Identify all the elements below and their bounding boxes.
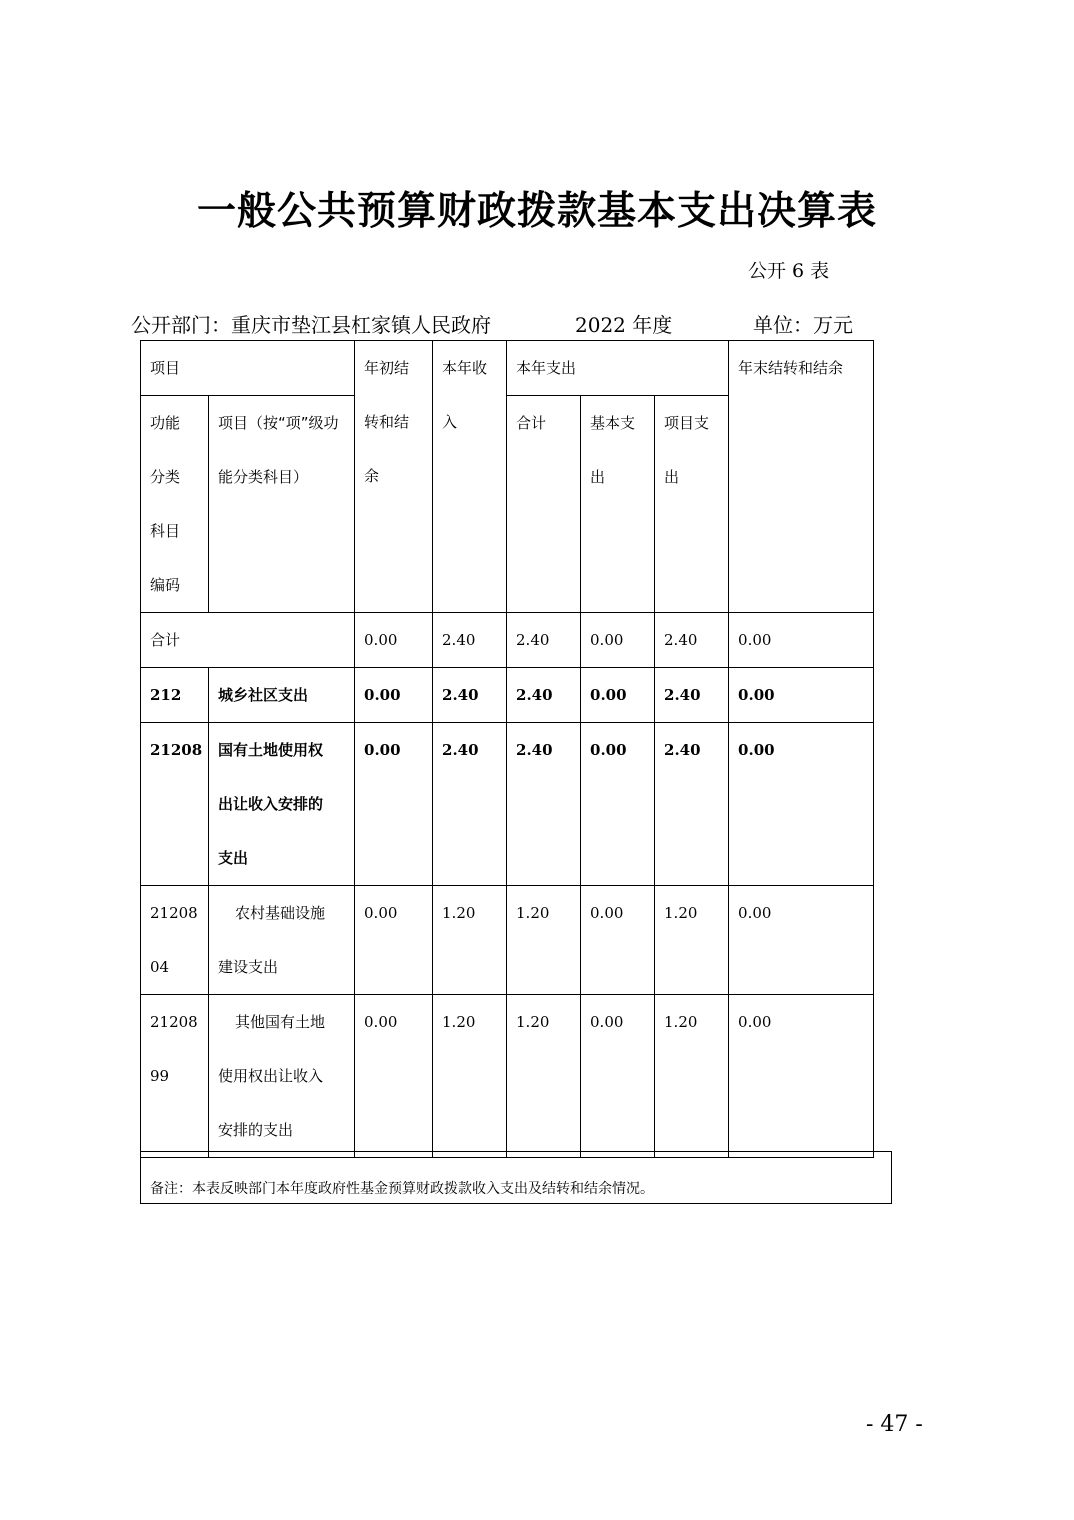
header-item-name: 项目（按“项”级功 能分类科目） bbox=[209, 396, 355, 613]
cell-code: 21208 99 bbox=[141, 995, 209, 1158]
cell-basic: 0.00 bbox=[581, 995, 655, 1158]
cell-project: 2.40 bbox=[655, 613, 729, 668]
cell-opening: 0.00 bbox=[355, 668, 433, 723]
header-function-code: 功能 分类 科目 编码 bbox=[141, 396, 209, 613]
cell-project: 2.40 bbox=[655, 668, 729, 723]
cell-name: 农村基础设施 建设支出 bbox=[209, 886, 355, 995]
cell-closing: 0.00 bbox=[729, 668, 874, 723]
cell-project: 1.20 bbox=[655, 886, 729, 995]
fiscal-year-label: 2022 年度 bbox=[575, 313, 673, 337]
cell-income: 2.40 bbox=[433, 668, 507, 723]
cell-basic: 0.00 bbox=[581, 886, 655, 995]
header-opening-balance: 年初结 转和结 余 bbox=[355, 341, 433, 613]
cell-closing: 0.00 bbox=[729, 886, 874, 995]
cell-code: 21208 bbox=[141, 723, 209, 886]
cell-basic: 0.00 bbox=[581, 723, 655, 886]
cell-closing: 0.00 bbox=[729, 613, 874, 668]
row-label: 合计 bbox=[141, 613, 355, 668]
table-row-total bbox=[141, 613, 874, 668]
cell-basic: 0.00 bbox=[581, 613, 655, 668]
cell-name: 城乡社区支出 bbox=[209, 668, 355, 723]
header-project-expense: 项目支 出 bbox=[655, 396, 729, 613]
header-item: 项目 bbox=[141, 341, 355, 396]
cell-project: 2.40 bbox=[655, 723, 729, 886]
cell-code: 212 bbox=[141, 668, 209, 723]
header-basic-expense: 基本支 出 bbox=[581, 396, 655, 613]
cell-total: 2.40 bbox=[507, 613, 581, 668]
unit-label: 单位：万元 bbox=[753, 313, 853, 337]
cell-total: 2.40 bbox=[507, 668, 581, 723]
header-annual-income: 本年收 入 bbox=[433, 341, 507, 613]
cell-opening: 0.00 bbox=[355, 613, 433, 668]
header-expense-total: 合计 bbox=[507, 396, 581, 613]
cell-code: 21208 04 bbox=[141, 886, 209, 995]
cell-opening: 0.00 bbox=[355, 886, 433, 995]
cell-income: 2.40 bbox=[433, 613, 507, 668]
table-row bbox=[141, 723, 874, 886]
cell-basic: 0.00 bbox=[581, 668, 655, 723]
department-label: 公开部门：重庆市垫江县杠家镇人民政府 bbox=[131, 313, 491, 337]
form-number: 公开 6 表 bbox=[748, 260, 830, 282]
header-annual-expense: 本年支出 bbox=[507, 341, 729, 396]
cell-opening: 0.00 bbox=[355, 723, 433, 886]
cell-name: 国有土地使用权 出让收入安排的 支出 bbox=[209, 723, 355, 886]
header-closing-balance: 年末结转和结余 bbox=[729, 341, 874, 613]
cell-total: 1.20 bbox=[507, 995, 581, 1158]
page-number: - 47 - bbox=[866, 1412, 923, 1437]
budget-table bbox=[140, 340, 874, 1158]
cell-opening: 0.00 bbox=[355, 995, 433, 1158]
cell-total: 2.40 bbox=[507, 723, 581, 886]
table-note: 备注：本表反映部门本年度政府性基金预算财政拨款收入支出及结转和结余情况。 bbox=[140, 1151, 892, 1204]
table-row bbox=[141, 886, 874, 995]
cell-name: 其他国有土地 使用权出让收入 安排的支出 bbox=[209, 995, 355, 1158]
cell-income: 1.20 bbox=[433, 886, 507, 995]
cell-closing: 0.00 bbox=[729, 723, 874, 886]
cell-closing: 0.00 bbox=[729, 995, 874, 1158]
cell-project: 1.20 bbox=[655, 995, 729, 1158]
page-title: 一般公共预算财政拨款基本支出决算表 bbox=[196, 188, 877, 234]
cell-income: 2.40 bbox=[433, 723, 507, 886]
table-row bbox=[141, 995, 874, 1158]
cell-total: 1.20 bbox=[507, 886, 581, 995]
table-row bbox=[141, 668, 874, 723]
cell-income: 1.20 bbox=[433, 995, 507, 1158]
